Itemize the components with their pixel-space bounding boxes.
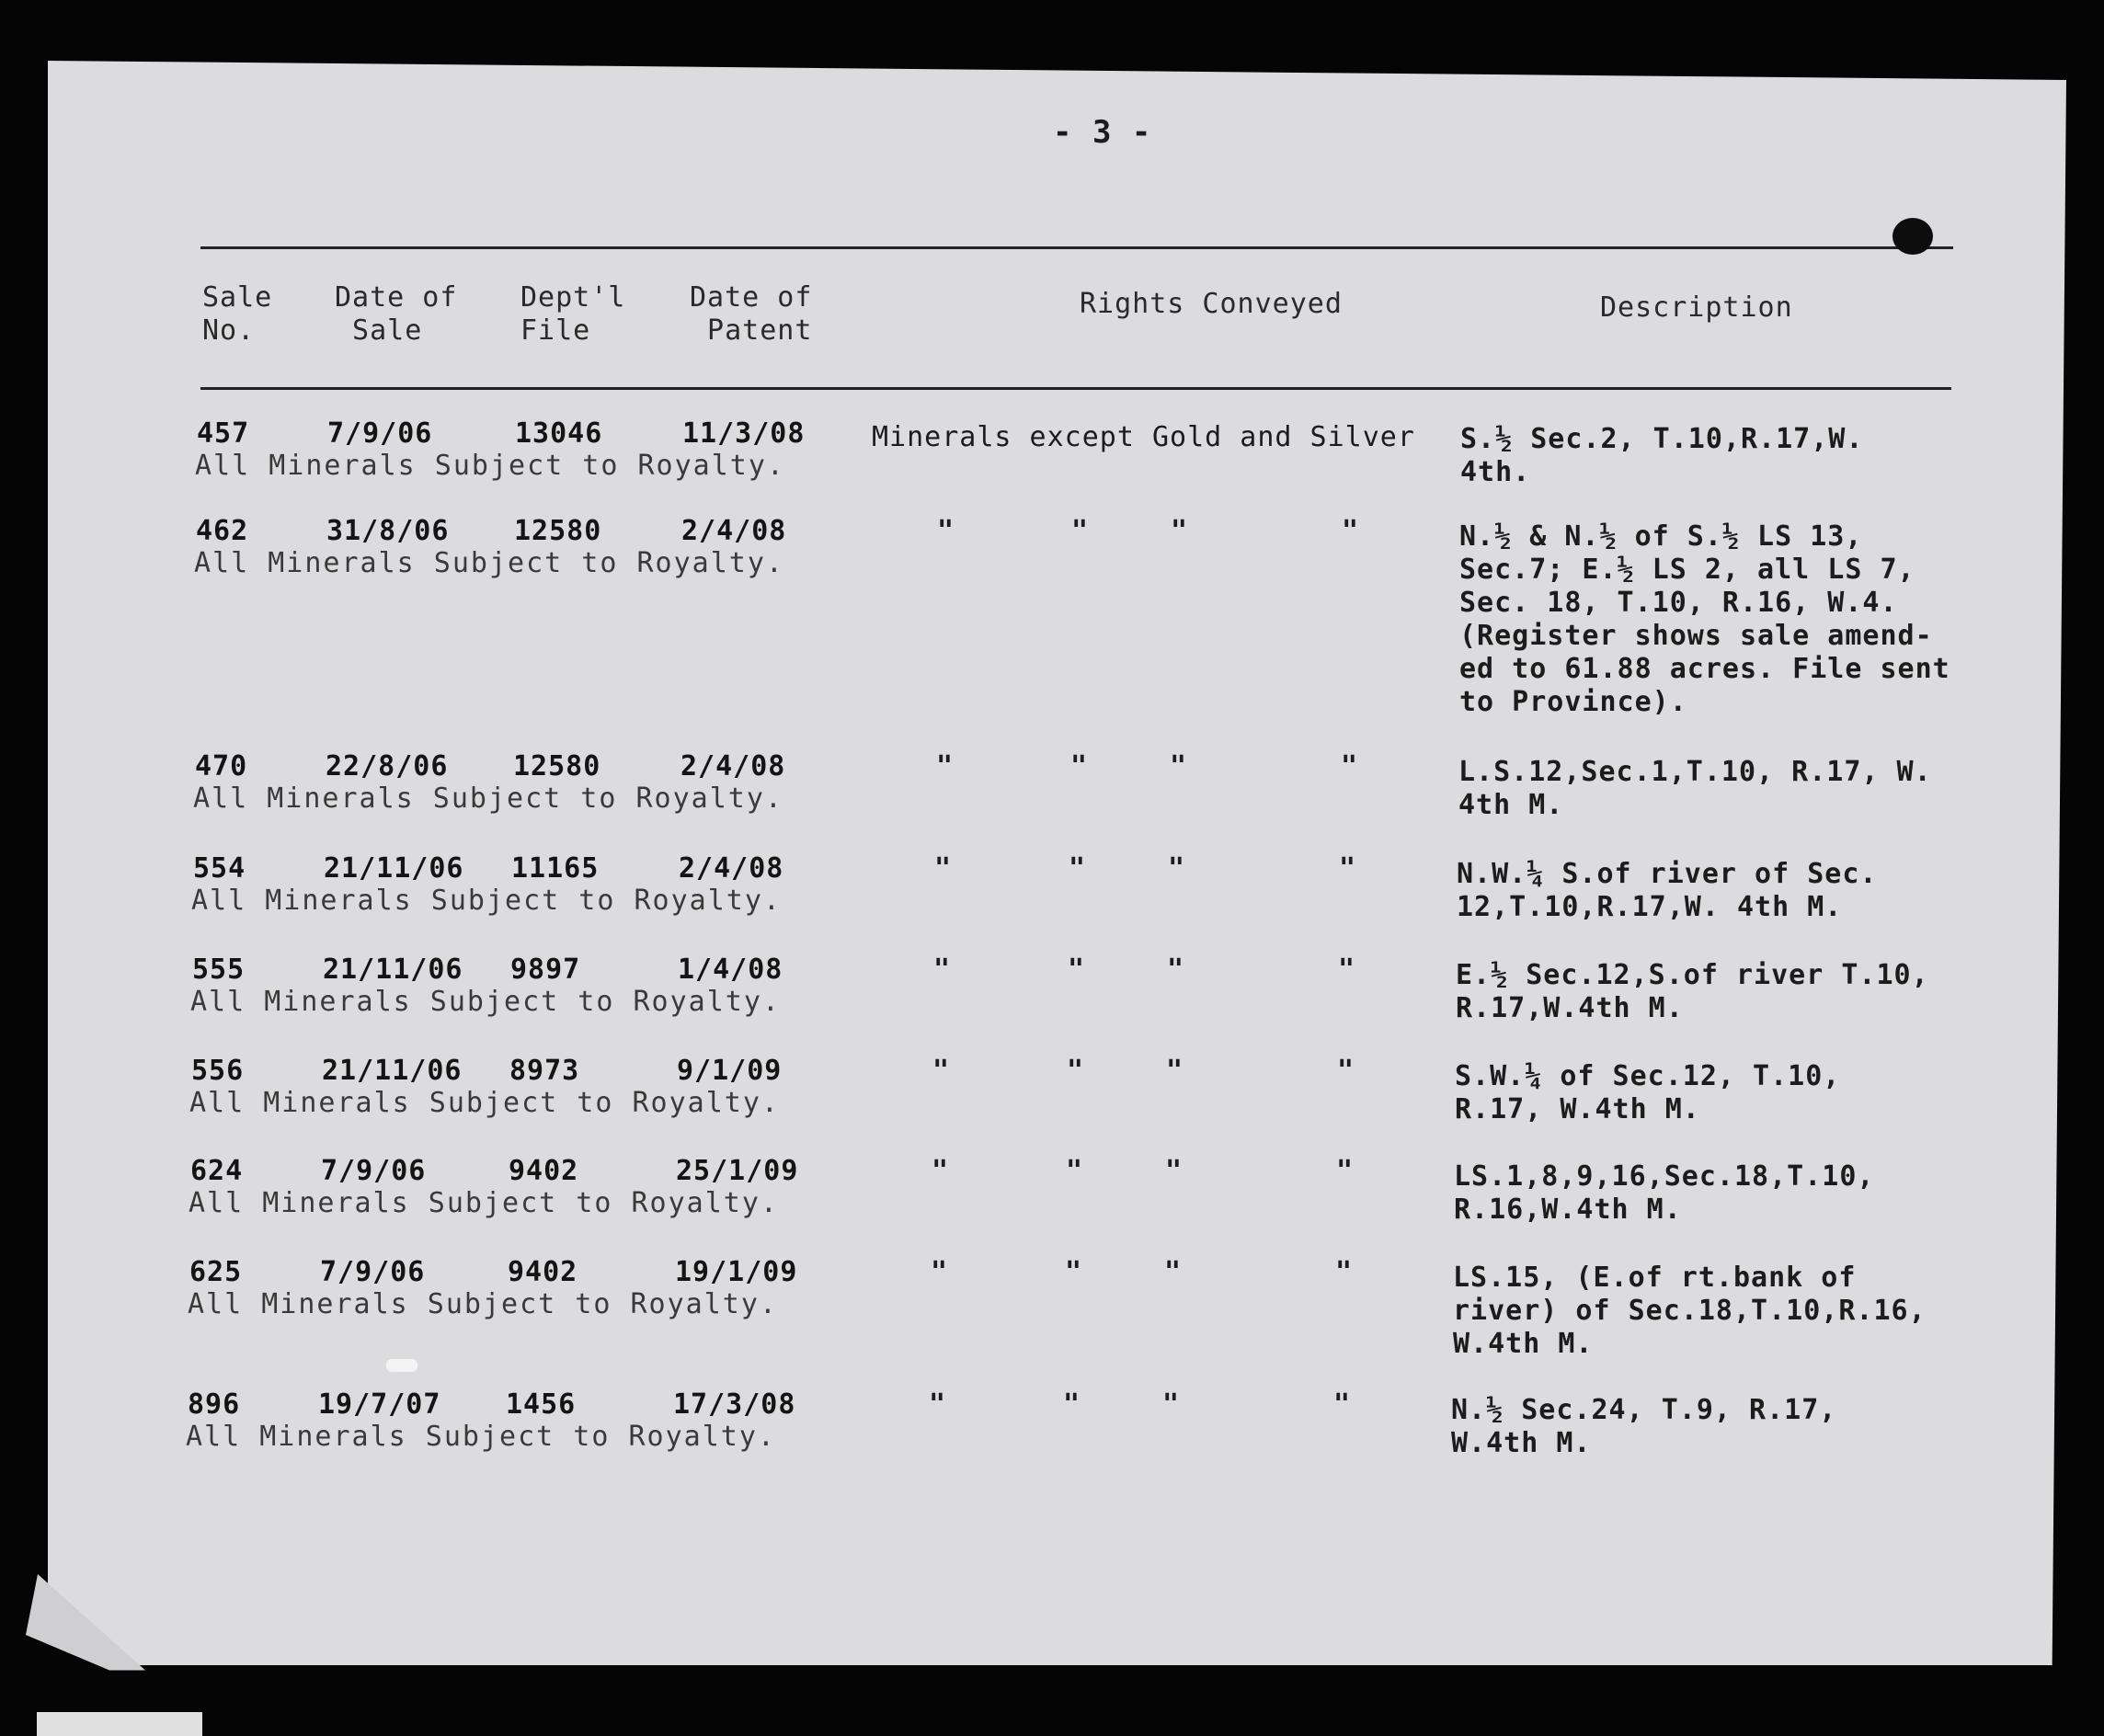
ditto-mark: " <box>931 1256 948 1288</box>
dept-file-cell: 9402 <box>509 1155 579 1187</box>
ditto-mark: " <box>1333 1388 1351 1421</box>
date-of-patent-cell: 19/1/09 <box>675 1256 798 1288</box>
header-description: Description <box>1600 291 1793 324</box>
ditto-mark: " <box>936 750 954 782</box>
ditto-mark: " <box>1162 1388 1180 1421</box>
ditto-mark: " <box>933 954 951 986</box>
top-rule <box>200 246 1953 249</box>
date-of-patent-cell: 11/3/08 <box>682 417 806 450</box>
ditto-mark: " <box>1065 1256 1082 1288</box>
dept-file-cell: 12580 <box>514 515 602 547</box>
ditto-mark: " <box>929 1388 946 1421</box>
ditto-mark: " <box>1341 750 1358 782</box>
description-cell: N.½ Sec.24, T.9, R.17, W.4th M. <box>1451 1394 1837 1459</box>
ditto-mark: " <box>1166 1055 1184 1087</box>
ditto-mark: " <box>1168 852 1185 885</box>
description-cell: LS.15, (E.of rt.bank of river) of Sec.18,T.10,R.16, W.4th M. <box>1453 1262 1927 1360</box>
royalty-note: All Minerals Subject to Royalty. <box>191 885 782 917</box>
royalty-note: All Minerals Subject to Royalty. <box>194 547 784 579</box>
ditto-mark: " <box>1167 954 1184 986</box>
ditto-mark: " <box>1066 1155 1083 1187</box>
header-date-of-sale: Date of Sale <box>335 281 458 347</box>
date-of-sale-cell: 21/11/06 <box>324 852 464 885</box>
sale-no-cell: 625 <box>189 1256 243 1288</box>
ditto-mark: " <box>1067 1055 1084 1087</box>
ditto-mark: " <box>1335 1256 1353 1288</box>
royalty-note: All Minerals Subject to Royalty. <box>188 1288 778 1320</box>
ditto-mark: " <box>1070 750 1088 782</box>
scan-edge-strip <box>37 1712 202 1736</box>
header-rule <box>200 387 1951 390</box>
sale-no-cell: 896 <box>188 1388 241 1421</box>
date-of-sale-cell: 31/8/06 <box>326 515 450 547</box>
dept-file-cell: 1456 <box>506 1388 577 1421</box>
date-of-patent-cell: 9/1/09 <box>677 1055 783 1087</box>
ditto-mark: " <box>1164 1256 1182 1288</box>
date-of-patent-cell: 17/3/08 <box>673 1388 796 1421</box>
ink-smudge <box>386 1359 417 1372</box>
ditto-mark: " <box>1342 515 1359 547</box>
sale-no-cell: 470 <box>195 750 248 782</box>
ditto-mark: " <box>932 1155 949 1187</box>
ditto-mark: " <box>1063 1388 1081 1421</box>
sale-no-cell: 624 <box>190 1155 244 1187</box>
page-number: - 3 - <box>1053 114 1152 151</box>
royalty-note: All Minerals Subject to Royalty. <box>189 1187 779 1219</box>
date-of-patent-cell: 2/4/08 <box>680 750 786 782</box>
date-of-sale-cell: 21/11/06 <box>323 954 463 986</box>
dept-file-cell: 11165 <box>511 852 600 885</box>
punch-hole <box>1892 218 1933 255</box>
date-of-patent-cell: 25/1/09 <box>676 1155 799 1187</box>
description-cell: S.W.¼ of Sec.12, T.10, R.17, W.4th M. <box>1455 1060 1841 1125</box>
description-cell: E.½ Sec.12,S.of river T.10, R.17,W.4th M. <box>1456 959 1929 1024</box>
date-of-sale-cell: 7/9/06 <box>327 417 433 450</box>
sale-no-cell: 457 <box>197 417 250 450</box>
ditto-mark: " <box>1068 954 1085 986</box>
ditto-mark: " <box>1339 852 1356 885</box>
date-of-sale-cell: 19/7/07 <box>318 1388 441 1421</box>
header-rights-conveyed: Rights Conveyed <box>1080 288 1343 320</box>
ditto-mark: " <box>1337 1055 1355 1087</box>
date-of-patent-cell: 2/4/08 <box>679 852 784 885</box>
ditto-mark: " <box>1165 1155 1183 1187</box>
date-of-sale-cell: 21/11/06 <box>322 1055 463 1087</box>
ditto-mark: " <box>1069 852 1086 885</box>
royalty-note: All Minerals Subject to Royalty. <box>195 450 785 482</box>
header-sale-no: Sale No. <box>202 281 273 347</box>
dept-file-cell: 13046 <box>515 417 603 450</box>
sale-no-cell: 556 <box>191 1055 245 1087</box>
sale-no-cell: 462 <box>196 515 249 547</box>
date-of-patent-cell: 2/4/08 <box>681 515 787 547</box>
rights-conveyed-cell: Minerals except Gold and Silver <box>872 421 1415 453</box>
description-cell: LS.1,8,9,16,Sec.18,T.10, R.16,W.4th M. <box>1454 1160 1875 1226</box>
header-dept-file: Dept'l File <box>520 281 626 347</box>
dept-file-cell: 9897 <box>510 954 581 986</box>
date-of-sale-cell: 22/8/06 <box>326 750 449 782</box>
dept-file-cell: 8973 <box>509 1055 580 1087</box>
description-cell: N.½ & N.½ of S.½ LS 13, Sec.7; E.½ LS 2, all LS 7, Sec. 18, T.10, R.16, W.4. (Register shows sale amend- ed to 61.88 acres. File sent to Province). <box>1459 520 1950 718</box>
royalty-note: All Minerals Subject to Royalty. <box>186 1421 776 1453</box>
date-of-sale-cell: 7/9/06 <box>320 1256 426 1288</box>
ditto-mark: " <box>937 515 955 547</box>
ditto-mark: " <box>934 852 952 885</box>
royalty-note: All Minerals Subject to Royalty. <box>190 986 781 1018</box>
sale-no-cell: 555 <box>192 954 246 986</box>
ditto-mark: " <box>1338 954 1355 986</box>
dept-file-cell: 9402 <box>508 1256 578 1288</box>
royalty-note: All Minerals Subject to Royalty. <box>193 782 783 815</box>
description-cell: S.½ Sec.2, T.10,R.17,W. 4th. <box>1460 423 1864 488</box>
date-of-patent-cell: 1/4/08 <box>678 954 783 986</box>
sale-no-cell: 554 <box>193 852 246 885</box>
header-date-of-patent: Date of Patent <box>690 281 813 347</box>
date-of-sale-cell: 7/9/06 <box>321 1155 427 1187</box>
ditto-mark: " <box>1171 515 1188 547</box>
description-cell: L.S.12,Sec.1,T.10, R.17, W. 4th M. <box>1458 756 1932 821</box>
ditto-mark: " <box>1071 515 1089 547</box>
royalty-note: All Minerals Subject to Royalty. <box>189 1087 780 1119</box>
dept-file-cell: 12580 <box>513 750 601 782</box>
description-cell: N.W.¼ S.of river of Sec. 12,T.10,R.17,W. 4th M. <box>1457 858 1878 923</box>
ditto-mark: " <box>932 1055 950 1087</box>
ditto-mark: " <box>1336 1155 1354 1187</box>
ditto-mark: " <box>1170 750 1187 782</box>
